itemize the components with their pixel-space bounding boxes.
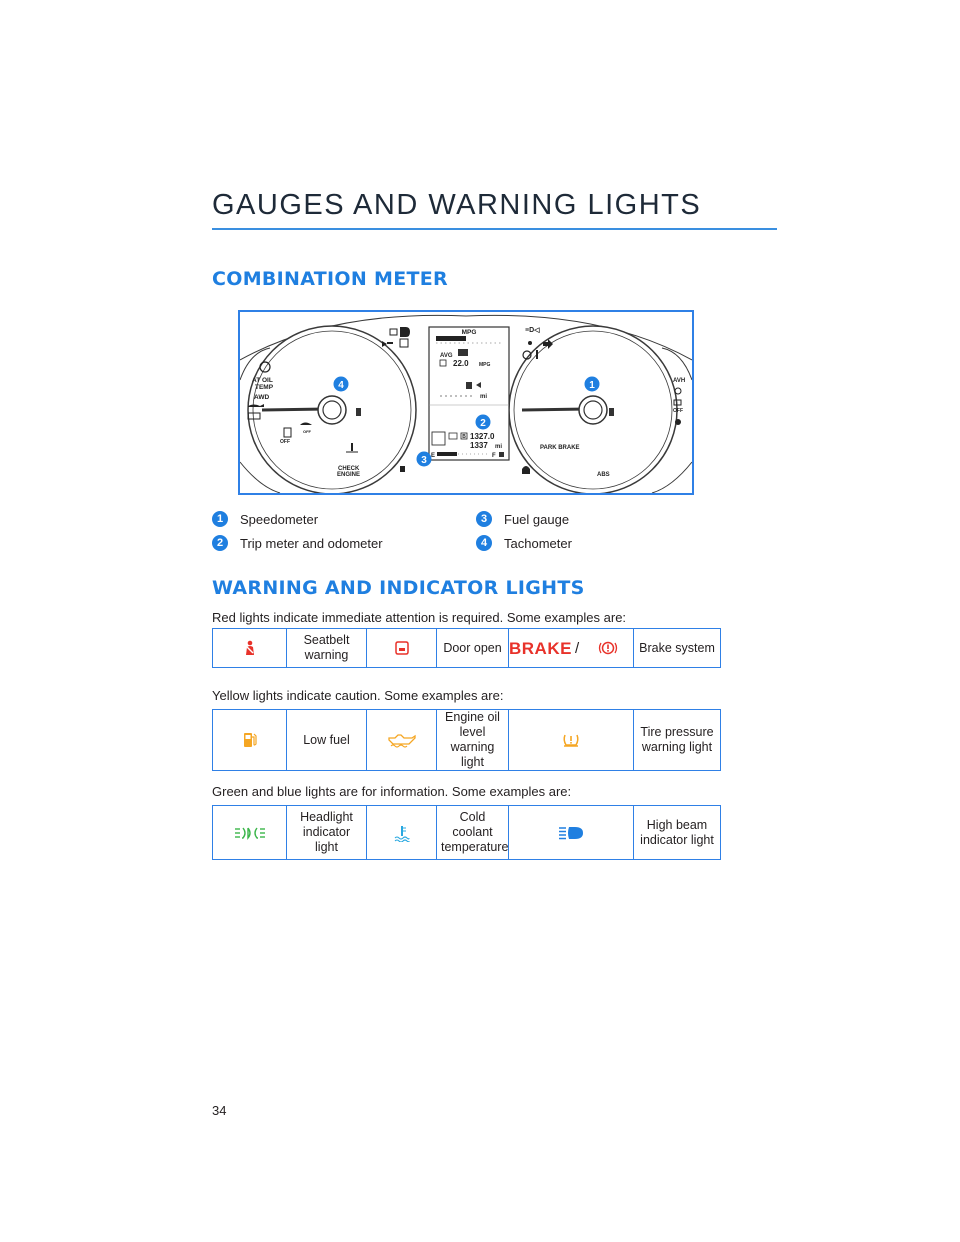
yellow-lights-table — [212, 709, 721, 771]
brake-system-icon — [509, 629, 634, 668]
figure-badge-4: 4 — [338, 380, 344, 391]
green-lights-table — [212, 805, 721, 860]
seatbelt-warning-icon — [213, 629, 287, 668]
display-range-unit: mi — [480, 394, 488, 400]
brake-separator: / — [574, 639, 580, 657]
door-open-icon — [367, 629, 437, 668]
warning-lights-heading: WARNING AND INDICATOR LIGHTS — [212, 577, 585, 599]
page-number: 34 — [212, 1103, 227, 1118]
door-open-label: Door open — [437, 629, 509, 668]
tachometer-gauge — [248, 326, 416, 493]
temp-label: TEMP — [255, 384, 274, 391]
abs-label: ABS — [597, 472, 610, 478]
callout-label: Tachometer — [504, 535, 572, 551]
display-avg-label: AVG — [440, 353, 453, 359]
callout-item — [476, 511, 569, 527]
callout-label: Fuel gauge — [504, 511, 570, 527]
high-beam-icon — [509, 806, 634, 860]
high-beam-label: High beam indicator light — [634, 806, 721, 860]
brake-text: BRAKE — [509, 638, 572, 658]
cold-coolant-label: Cold coolant temperature — [437, 806, 509, 860]
display-trip-value: 1327.0 — [470, 432, 495, 441]
display-avg-unit: MPG — [479, 362, 491, 368]
headlight-indicator-icon — [213, 806, 287, 860]
check-label: CHECK — [338, 466, 360, 472]
tire-pressure-label: Tire pressure warning light — [634, 710, 721, 771]
display-avg-value: 22.0 — [453, 359, 469, 368]
callout-badge: 2 — [212, 535, 228, 551]
callout-badge: 3 — [476, 511, 492, 527]
callout-label: Speedometer — [240, 511, 319, 527]
callout-badge: 4 — [476, 535, 492, 551]
display-odo-value: 1337 — [470, 441, 488, 450]
display-odo-unit: mi — [495, 444, 503, 450]
park-brake-label: PARK BRAKE — [540, 445, 580, 451]
instrument-cluster-illustration — [240, 312, 692, 493]
callout-badge: 1 — [212, 511, 228, 527]
yellow-lights-intro: Yellow lights indicate caution. Some examples are: — [212, 688, 504, 703]
callout-item — [212, 535, 383, 551]
green-lights-intro: Green and blue lights are for information. Some examples are: — [212, 784, 572, 799]
low-fuel-icon — [213, 710, 287, 771]
meter-callout-list — [212, 511, 732, 561]
red-lights-intro: Red lights indicate immediate attention is required. Some examples are: — [212, 610, 627, 625]
seatbelt-warning-label: Seatbelt warning — [287, 629, 367, 668]
display-trip-prefix: B — [462, 434, 466, 440]
section-title: GAUGES AND WARNING LIGHTS — [212, 188, 777, 230]
callout-item — [212, 511, 318, 527]
left-off-label: OFF — [280, 439, 290, 445]
center-display — [429, 327, 509, 460]
combination-meter-heading: COMBINATION METER — [212, 268, 448, 290]
callout-label: Trip meter and odometer — [240, 535, 383, 551]
callout-item — [476, 535, 572, 551]
at-oil-label: AT OIL — [252, 377, 273, 384]
headlight-indicator-label: Headlight indicator light — [287, 806, 367, 860]
fuel-e-label: E — [431, 453, 436, 459]
cold-coolant-icon — [367, 806, 437, 860]
tire-pressure-icon — [509, 710, 634, 771]
awd-label: AWD — [254, 394, 270, 401]
engine-oil-label: Engine oil level warning light — [437, 710, 509, 771]
figure-badge-3: 3 — [421, 455, 427, 466]
red-lights-table — [212, 628, 721, 668]
left-off2-label: OFF — [303, 429, 311, 434]
figure-badge-1: 1 — [589, 380, 595, 391]
avh-label: AVH — [673, 378, 686, 384]
fuel-f-label: F — [492, 453, 496, 459]
brake-circle-icon — [598, 640, 618, 656]
display-mpg-label: MPG — [461, 329, 477, 336]
figure-badge-2: 2 — [480, 418, 486, 429]
svg-text:≡D◁: ≡D◁ — [525, 327, 540, 334]
brake-system-label: Brake system — [634, 629, 721, 668]
right-off-label: OFF — [673, 408, 683, 414]
engine-label: ENGINE — [337, 472, 361, 478]
speedometer-gauge — [509, 326, 677, 493]
engine-oil-icon — [367, 710, 437, 771]
combination-meter-figure — [238, 310, 694, 495]
low-fuel-label: Low fuel — [287, 710, 367, 771]
